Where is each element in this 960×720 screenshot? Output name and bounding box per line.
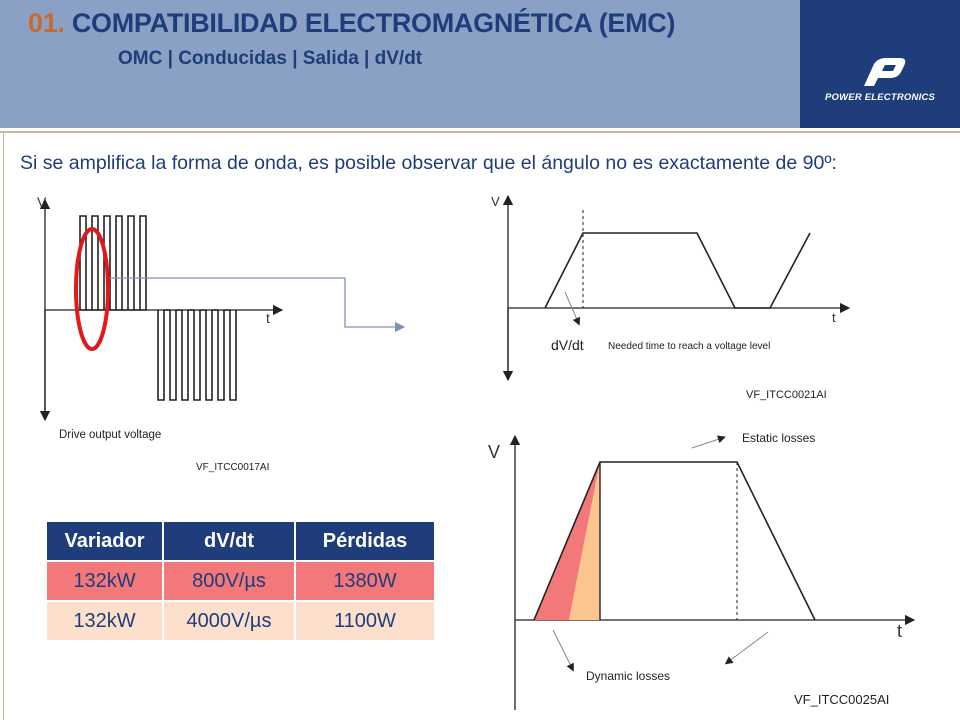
table-cell: 132kW: [47, 602, 162, 640]
intro-text: Si se amplifica la forma de onda, es posible observar que el ángulo no es exactamente de 90º:: [20, 152, 837, 174]
table-header-perdidas: Pérdidas: [296, 522, 434, 560]
br-t-label: t: [897, 621, 903, 641]
table-cell: 1380W: [296, 562, 434, 600]
bottom-right-diagram: [488, 431, 910, 710]
table-cell: 4000V/µs: [164, 602, 294, 640]
br-dynamic-arrow-1: [553, 630, 572, 668]
table-row: [47, 562, 434, 600]
br-static-label: Estatic losses: [742, 431, 816, 445]
tr-dvdt-arrow: [565, 292, 578, 322]
pwm-negative-pulses: [158, 310, 236, 400]
left-waveform-diagram: [37, 194, 400, 473]
tr-code: VF_ITCC0021AI: [746, 389, 827, 401]
tr-v-label: V: [491, 194, 500, 209]
br-dynamic-label: Dynamic losses: [586, 669, 671, 683]
table-row: [47, 602, 434, 640]
tr-dvdt-label: dV/dt: [551, 337, 584, 353]
zoom-arrow: [108, 278, 400, 327]
table-cell: 1100W: [296, 602, 434, 640]
tr-t-label: t: [832, 310, 836, 325]
br-code: VF_ITCC0025AI: [794, 692, 890, 707]
br-static-arrow: [692, 438, 722, 448]
left-code: VF_ITCC0017AI: [196, 462, 270, 473]
br-v-label: V: [488, 442, 501, 462]
left-t-label: t: [266, 310, 270, 326]
table-cell: 132kW: [47, 562, 162, 600]
tr-note: Needed time to reach a voltage level: [608, 341, 771, 352]
tr-trapezoid-wave: [545, 233, 810, 308]
left-caption: Drive output voltage: [59, 429, 162, 441]
page-subtitle: OMC | Conducidas | Salida | dV/dt: [118, 48, 423, 69]
logo-text: POWER ELECTRONICS: [824, 92, 935, 103]
table-cell: 800V/µs: [164, 562, 294, 600]
title-text: COMPATIBILIDAD ELECTROMAGNÉTICA (EMC): [71, 8, 676, 38]
section-number: 01.: [28, 8, 65, 38]
table-header-dvdt: dV/dt: [164, 522, 294, 560]
top-right-diagram: [491, 194, 845, 401]
left-v-label: V: [37, 194, 47, 210]
losses-table: [45, 520, 436, 642]
br-dynamic-arrow-2: [728, 632, 768, 662]
table-header-variador: Variador: [47, 522, 162, 560]
